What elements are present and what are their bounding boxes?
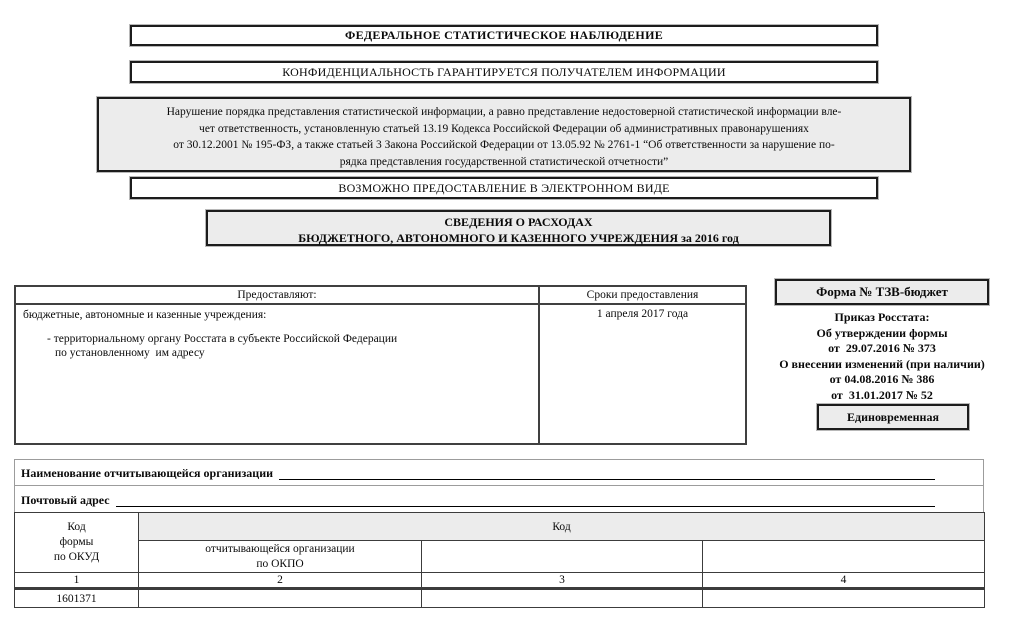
order-line-1: Приказ Росстата: — [834, 310, 930, 324]
order-line-5: от 04.08.2016 № 386 — [829, 372, 935, 386]
report-title-line-1: СВЕДЕНИЯ О РАСХОДАХ — [444, 215, 593, 229]
organization-section — [14, 459, 984, 512]
column-number-cell-1: 1 — [15, 573, 139, 589]
codes-header-row-2 — [15, 541, 985, 573]
org-name-fill-line[interactable] — [279, 465, 935, 480]
providers-table — [14, 285, 747, 445]
column-number-cell-3: 3 — [422, 573, 703, 589]
rosstat-order-block — [758, 310, 1006, 403]
report-title-line-2: БЮДЖЕТНОГО, АВТОНОМНОГО И КАЗЕННОГО УЧРЕЖДЕНИЯ за 2016 год — [298, 231, 739, 245]
column-numbers-row — [15, 573, 985, 589]
postal-address-row — [15, 486, 983, 512]
order-line-3: от 29.07.2016 № 373 — [828, 341, 936, 355]
order-line-4: О внесении изменений (при наличии) — [779, 356, 985, 371]
order-line-2: Об утверждении формы — [816, 325, 948, 340]
provider-line-2: - территориальному органу Росстата в субъекте Российской Федерации — [47, 333, 398, 345]
okud-header-cell — [15, 513, 139, 573]
provider-line-1: бюджетные, автономные и казенные учреждения: — [23, 309, 267, 321]
okud-header-line-3: по ОКУД — [53, 551, 100, 563]
providers-header-row — [15, 286, 746, 304]
column-number-cell-2: 2 — [139, 573, 422, 589]
blank-header-cell-3 — [422, 541, 703, 573]
deadline-cell: 1 апреля 2017 года — [539, 304, 746, 444]
form-number-box — [775, 279, 989, 305]
code-value-cell-4[interactable] — [703, 589, 985, 608]
deadline-header-cell: Сроки предоставления — [539, 286, 746, 304]
warning-line-2: чет ответственность, установленную статьей 13.19 Кодекса Российской Федерации об административных правонарушениях — [199, 122, 809, 135]
periodicity-box — [817, 404, 969, 430]
report-title-box — [206, 210, 831, 246]
okpo-header-cell — [139, 541, 422, 573]
codes-table — [14, 512, 985, 608]
blank-header-cell-4 — [703, 541, 985, 573]
okud-header-line-2: формы — [59, 536, 94, 548]
warning-line-3: от 30.12.2001 № 195-ФЗ, а также статьей 3 Закона Российской Федерации от 13.05.92 № 2761-1 “Об ответственности за нарушение по- — [173, 139, 835, 151]
liability-warning-box — [97, 97, 911, 172]
warning-line-1: Нарушение порядка представления статистической информации, а равно представление недостоверной статистической информации вле- — [166, 106, 842, 118]
confidentiality-text: КОНФИДЕНЦИАЛЬНОСТЬ ГАРАНТИРУЕТСЯ ПОЛУЧАТЕЛЕМ ИНФОРМАЦИИ — [282, 64, 726, 79]
form-number-text: Форма № ТЗВ-бюджет — [816, 284, 948, 299]
warning-line-4: рядка представления государственной статистической отчетности” — [339, 155, 669, 168]
provider-line-3: по установленному им адресу — [55, 347, 205, 359]
federal-observation-box — [130, 25, 878, 46]
okpo-value-cell[interactable] — [139, 589, 422, 608]
providers-body-row — [15, 304, 746, 444]
confidentiality-box — [130, 61, 878, 83]
electronic-submission-text: ВОЗМОЖНО ПРЕДОСТАВЛЕНИЕ В ЭЛЕКТРОННОМ ВИДЕ — [338, 180, 670, 195]
codes-header-row-1 — [15, 513, 985, 541]
code-value-cell-3[interactable] — [422, 589, 703, 608]
column-number-cell-4: 4 — [703, 573, 985, 589]
postal-address-label: Почтовый адрес — [21, 493, 110, 507]
code-values-row — [15, 589, 985, 608]
okud-header-line-1: Код — [67, 521, 86, 533]
electronic-submission-box — [130, 177, 878, 199]
federal-observation-text: ФЕДЕРАЛЬНОЕ СТАТИСТИЧЕСКОЕ НАБЛЮДЕНИЕ — [344, 28, 664, 42]
order-line-6: от 31.01.2017 № 52 — [831, 387, 933, 402]
okpo-header-line-1: отчитывающейся организации — [205, 542, 355, 555]
providers-cell — [15, 304, 539, 444]
kod-header-cell: Код — [139, 513, 985, 541]
okpo-header-line-2: по ОКПО — [256, 557, 304, 570]
okud-value-cell: 1601371 — [15, 589, 139, 608]
providers-header-cell: Предоставляют: — [15, 286, 539, 304]
postal-address-fill-line[interactable] — [116, 492, 935, 507]
org-name-label: Наименование отчитывающейся организации — [21, 466, 274, 480]
org-name-row — [15, 460, 983, 486]
periodicity-text: Единовременная — [847, 409, 939, 424]
